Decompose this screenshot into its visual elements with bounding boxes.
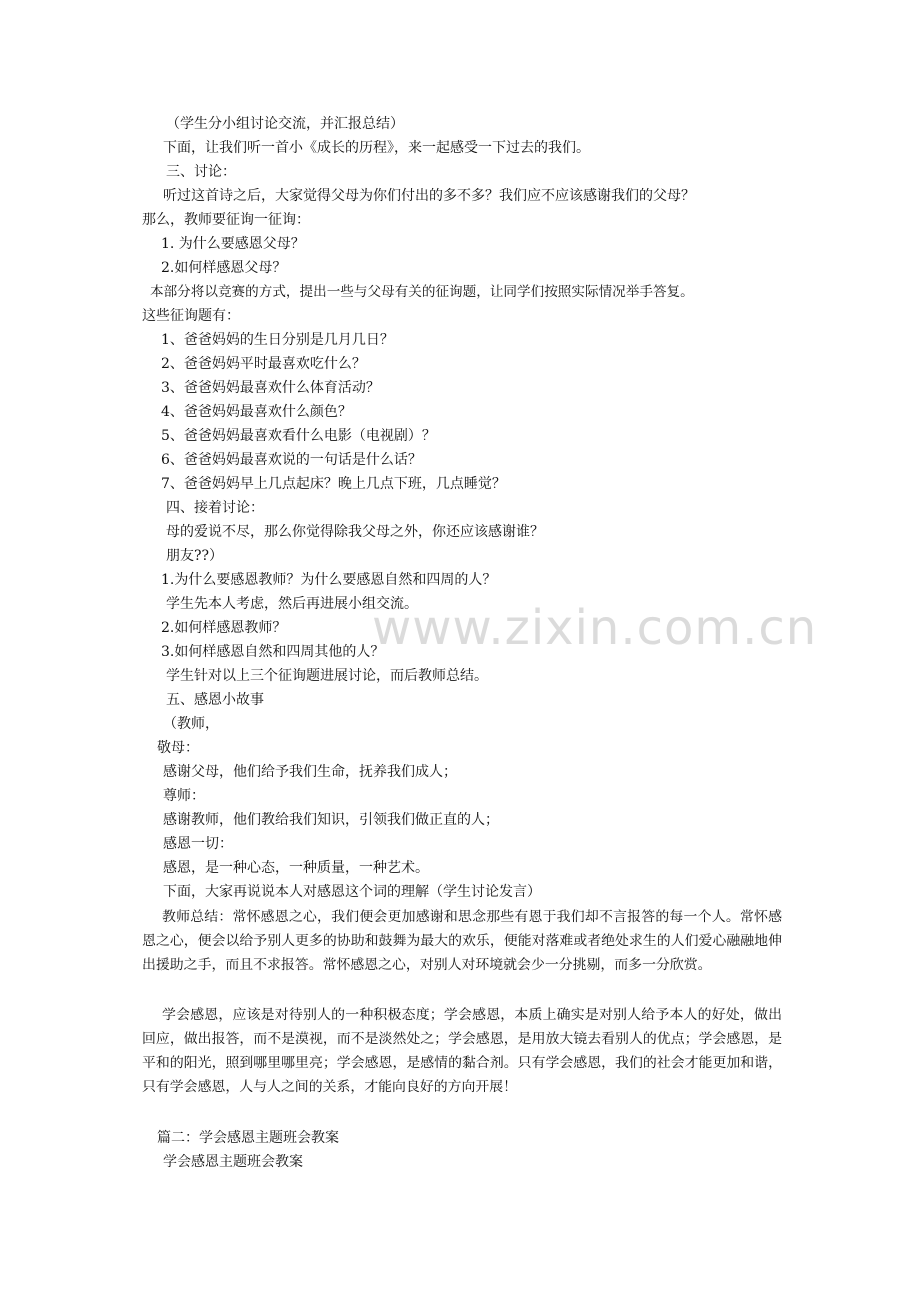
text-line: 母的爱说不尽，那么你觉得除我父母之外，你还应该感谢谁？ bbox=[166, 524, 544, 540]
list-item: 3.如何样感恩自然和四周其他的人？ bbox=[161, 644, 385, 660]
text-line: 下面，大家再说说本人对感恩这个词的理解（学生讨论发言） bbox=[163, 884, 541, 900]
text-line: 这些征询题有： bbox=[142, 308, 240, 324]
list-item: 3、爸爸妈妈最喜欢什么体育活动？ bbox=[161, 380, 380, 396]
text-line: 下面，让我们听一首小《成长的历程》，来一起感受一下过去的我们。 bbox=[163, 140, 590, 156]
text-line: 那么，教师要征询一征询： bbox=[142, 212, 310, 228]
list-item: 2、爸爸妈妈平时最喜欢吃什么？ bbox=[161, 356, 366, 372]
text-line: 敬母： bbox=[157, 740, 199, 756]
section-title: 篇二：学会感恩主题班会教案 bbox=[157, 1130, 339, 1146]
list-item: 5、爸爸妈妈最喜欢看什么电影（电视剧）？ bbox=[161, 428, 436, 444]
list-item: 1.为什么要感恩教师？为什么要感恩自然和四周的人？ bbox=[161, 572, 497, 588]
text-line: 本部分将以竞赛的方式，提出一些与父母有关的征询题，让同学们按照实际情况举手答复。 bbox=[150, 284, 694, 300]
text-line: （教师， bbox=[163, 716, 219, 732]
text-line: 听过这首诗之后，大家觉得父母为你们付出的多不多？我们应不应该感谢我们的父母？ bbox=[163, 188, 695, 204]
list-item: 2.如何样感恩教师？ bbox=[161, 620, 287, 636]
text-line: 感谢教师，他们教给我们知识，引领我们做正直的人； bbox=[163, 812, 499, 828]
list-item: 2.如何样感恩父母？ bbox=[161, 260, 287, 276]
list-item: 4、爸爸妈妈最喜欢什么颜色？ bbox=[161, 404, 352, 420]
section-heading: 三、讨论： bbox=[166, 164, 236, 180]
text-line: 感恩，是一种心态，一种质量，一种艺术。 bbox=[163, 860, 429, 876]
paragraph-summary: 教师总结：常怀感恩之心，我们便会更加感谢和思念那些有恩于我们却不言报答的每一个人。常怀感恩之心，便会以给予别人更多的协助和鼓舞为最大的欢乐，便能对落难或者绝处求生的人们爱心融融地伸出援助之手，而且不求报答。常怀感恩之心，对别人对环境就会少一分挑剔，而多一分欣赏。 bbox=[142, 909, 782, 973]
watermark-text: www.zixin.com.cn bbox=[372, 600, 818, 656]
text-line: 学生先本人考虑，然后再进展小组交流。 bbox=[166, 596, 418, 612]
section-subtitle: 学会感恩主题班会教案 bbox=[163, 1154, 303, 1170]
text-line: 感谢父母，他们给予我们生命，抚养我们成人； bbox=[163, 764, 457, 780]
section-heading: 四、接着讨论： bbox=[166, 500, 264, 516]
list-item: 6、爸爸妈妈最喜欢说的一句话是什么话？ bbox=[161, 452, 422, 468]
text-line: 朋友??） bbox=[166, 548, 224, 564]
paragraph-learn-gratitude: 学会感恩，应该是对待别人的一种积极态度；学会感恩，本质上确实是对别人给予本人的好处，做出回应，做出报答，而不是漠视，而不是淡然处之；学会感恩，是用放大镜去看别人的优点；学会感恩，是平和的阳光，照到哪里哪里亮；学会感恩，是感情的黏合剂。只有学会感恩，我们的社会才能更加和谐，只有学会感恩，人与人之间的关系，才能向良好的方向开展！ bbox=[142, 1007, 782, 1095]
text-line: 学生针对以上三个征询题进展讨论，而后教师总结。 bbox=[166, 668, 488, 684]
list-item: 1、爸爸妈妈的生日分别是几月几日？ bbox=[161, 332, 394, 348]
text-line: 尊师： bbox=[163, 788, 205, 804]
list-item: 1. 为什么要感恩父母？ bbox=[161, 236, 305, 252]
list-item: 7、爸爸妈妈早上几点起床？晚上几点下班，几点睡觉？ bbox=[161, 476, 506, 492]
text-line: （学生分小组讨论交流，并汇报总结） bbox=[166, 116, 404, 132]
section-heading: 五、感恩小故事 bbox=[166, 692, 264, 708]
text-line: 感恩一切： bbox=[163, 836, 233, 852]
